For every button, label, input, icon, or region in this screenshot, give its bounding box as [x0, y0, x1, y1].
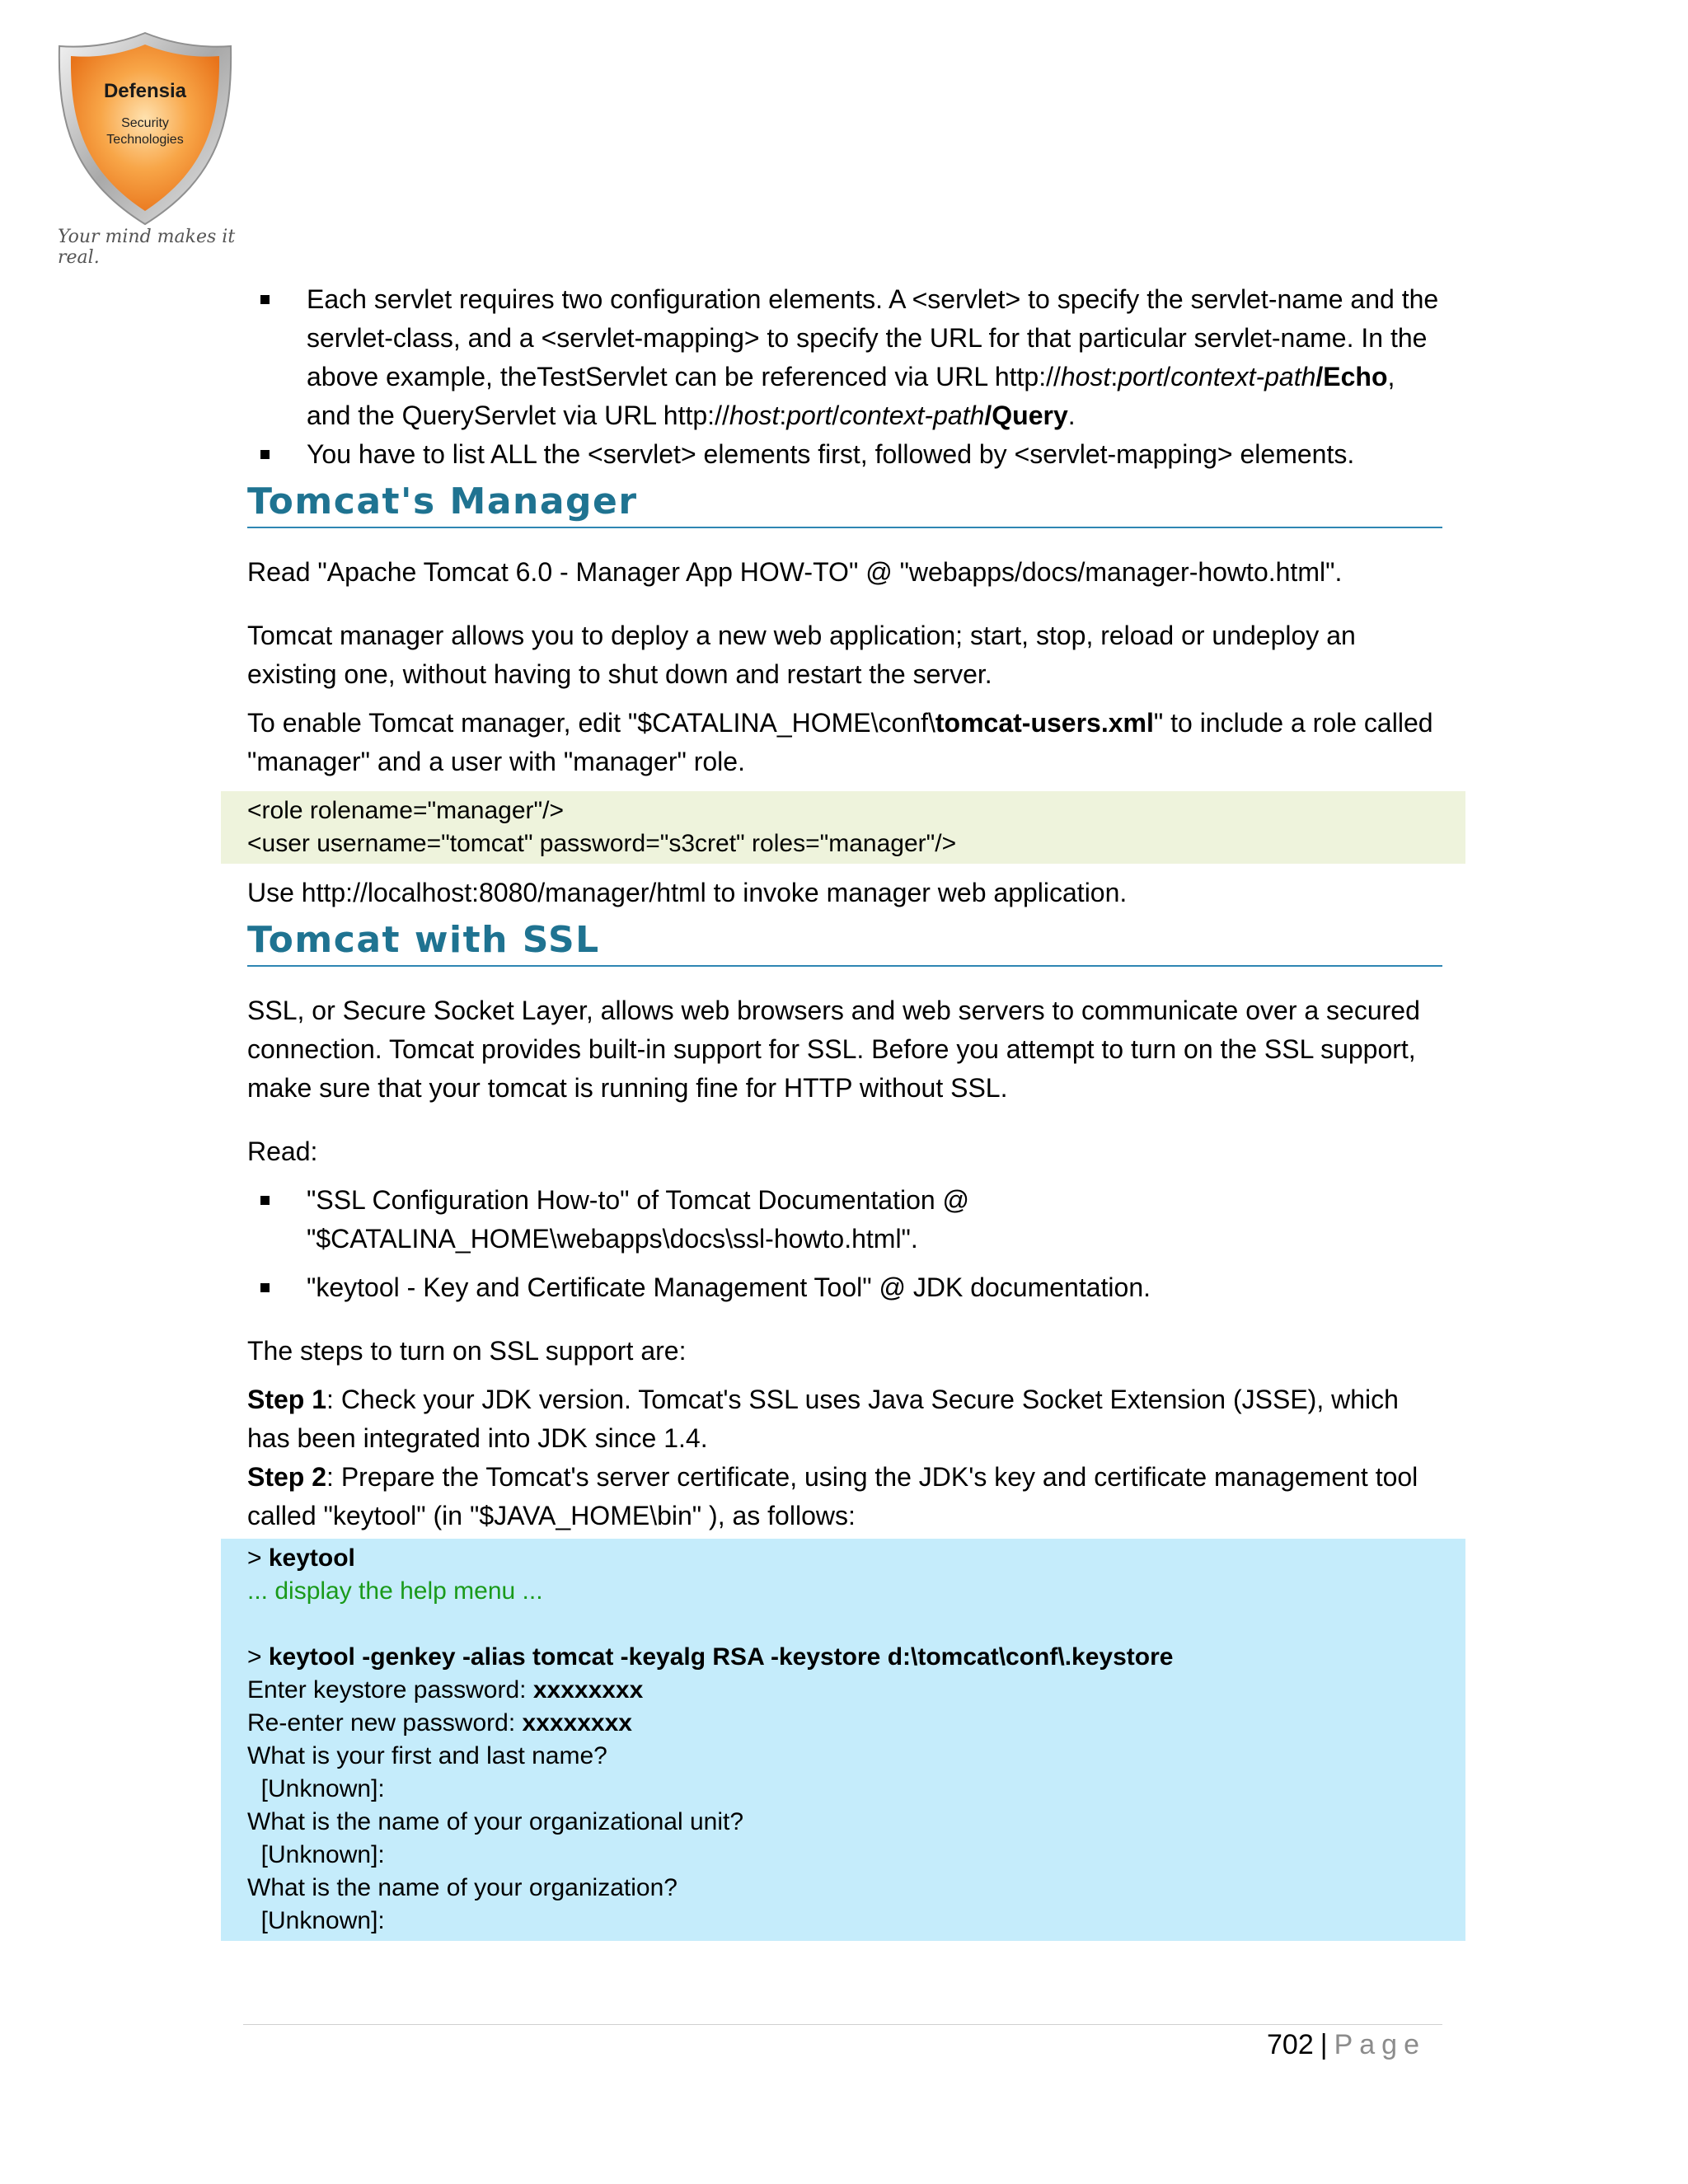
step-2-paragraph — [247, 1458, 1442, 1535]
text-run: . — [1067, 401, 1076, 430]
ssl-paragraph-1: SSL, or Secure Socket Layer, allows web browsers and web servers to communicate over a secured connection. Tomcat provides built-in support for SSL. Before you attempt to turn on the SSL support, make sure that your tomcat is running fine for HTTP without SSL. — [247, 996, 1420, 1103]
code-line — [247, 1872, 1439, 1905]
text-run: keytool — [268, 1544, 355, 1572]
manager-paragraph-2: Tomcat manager allows you to deploy a new web application; start, stop, reload or undeploy an existing one, without having to shut down and restart the server. — [247, 621, 1356, 689]
code-line: <user username="tomcat" password="s3cret" roles="manager"/> — [247, 830, 957, 857]
code-line — [247, 1608, 1439, 1641]
text-run: " to include a role called "manager" and a user with "manager" role. — [247, 708, 1433, 776]
footer-separator: | — [1320, 2029, 1328, 2060]
ssl-read-label: Read: — [247, 1137, 318, 1166]
text-run: [Unknown]: — [247, 1841, 385, 1868]
steps-intro: The steps to turn on SSL support are: — [247, 1336, 687, 1366]
section-heading-ssl: Tomcat with SSL — [247, 917, 1442, 967]
text-run: You have to list ALL the <servlet> elements first, followed by <servlet-mapping> elements. — [307, 439, 1355, 469]
manager-paragraph-1: Read "Apache Tomcat 6.0 - Manager App HOW-TO" @ "webapps/docs/manager-howto.html". — [247, 557, 1343, 587]
text-run: Re-enter new password: — [247, 1709, 523, 1736]
manager-code-block — [221, 791, 1465, 864]
text-run: , and the QueryServlet via URL http:// — [307, 362, 1395, 430]
text-run: [Unknown]: — [247, 1775, 385, 1802]
text-run: : — [779, 401, 787, 430]
code-line — [247, 1905, 1439, 1938]
code-line — [247, 1707, 1439, 1740]
text-run: Step 1 — [247, 1385, 327, 1414]
page-content — [247, 280, 1442, 1941]
text-run: Enter keystore password: — [247, 1676, 533, 1704]
text-run: host — [729, 401, 780, 430]
logo-tagline: Your mind makes it real. — [58, 227, 236, 268]
text-run: host — [1060, 362, 1111, 391]
page-label: Page — [1334, 2029, 1426, 2060]
text-run: /Echo — [1315, 362, 1388, 391]
logo-sub-line2: Technologies — [106, 133, 184, 147]
code-line — [247, 1641, 1439, 1674]
text-run: : — [1110, 362, 1118, 391]
keytool-code-block — [221, 1539, 1465, 1941]
text-run: Step 2 — [247, 1462, 327, 1492]
text-run: keytool -genkey -alias tomcat -keyalg RSA -keystore d:\tomcat\conf\.keystore — [268, 1643, 1174, 1671]
text-run: tomcat-users.xml — [935, 708, 1154, 738]
page-number: 702 — [1267, 2029, 1314, 2060]
read-bullet-item: "SSL Configuration How-to" of Tomcat Documentation @ "$CATALINA_HOME\webapps\docs\ssl-howto.html". — [247, 1181, 1442, 1258]
text-run: xxxxxxxx — [532, 1676, 644, 1704]
footer-divider — [243, 2024, 1442, 2025]
intro-bullet-item — [247, 280, 1442, 435]
code-line — [247, 1806, 1439, 1839]
text-run: : Check your JDK version. Tomcat's SSL uses Java Secure Socket Extension (JSSE), which has been integrated into JDK since 1.4. — [247, 1385, 1399, 1453]
text-run: What is your first and last name? — [247, 1742, 607, 1769]
code-line — [247, 1740, 1439, 1773]
section-heading-manager: Tomcat's Manager — [247, 479, 1442, 528]
step-1-paragraph — [247, 1380, 1442, 1458]
code-line: <role rolename="manager"/> — [247, 797, 565, 824]
text-run: > — [247, 1643, 269, 1671]
read-bullet-item: "keytool - Key and Certificate Management Tool" @ JDK documentation. — [247, 1268, 1442, 1307]
text-run: To enable Tomcat manager, edit "$CATALINA_HOME\conf\ — [247, 708, 935, 738]
intro-bullet-item — [247, 435, 1442, 474]
text-run: / — [832, 401, 840, 430]
text-run: port — [1118, 362, 1164, 391]
code-line — [247, 1542, 1439, 1575]
text-run: port — [786, 401, 832, 430]
text-run: What is the name of your organizational unit? — [247, 1808, 744, 1835]
text-run: xxxxxxxx — [522, 1709, 632, 1736]
text-run: Each servlet requires two configuration elements. A <servlet> to specify the servlet-name and the servlet-class, and a <servlet-mapping> to specify the URL for that particular servlet-name. In the above example, theTestServlet can be referenced via URL http:// — [307, 284, 1439, 391]
shield-logo-icon — [54, 30, 236, 227]
read-bullet-list — [247, 1181, 1442, 1307]
code-line — [247, 1575, 1439, 1608]
code-line — [247, 1674, 1439, 1707]
text-run: context-path — [1170, 362, 1316, 391]
code-line — [247, 1839, 1439, 1872]
text-run: > — [247, 1544, 269, 1572]
text-run: / — [1163, 362, 1171, 391]
text-run: : Prepare the Tomcat's server certificate, using the JDK's key and certificate management tool called "keytool" (in "$JAVA_HOME\bin" ), as follows: — [247, 1462, 1418, 1530]
logo-sub-line1: Security — [121, 116, 169, 130]
code-line — [247, 1773, 1439, 1806]
text-run: ... display the help menu ... — [247, 1577, 543, 1605]
defensia-logo — [54, 30, 236, 256]
text-run: context-path — [839, 401, 985, 430]
text-run: [Unknown]: — [247, 1907, 385, 1934]
manager-paragraph-3 — [247, 704, 1442, 781]
logo-brand: Defensia — [103, 80, 187, 102]
page-footer — [1220, 2029, 1426, 2061]
text-run: /Query — [984, 401, 1068, 430]
manager-paragraph-4: Use http://localhost:8080/manager/html to invoke manager web application. — [247, 878, 1128, 907]
intro-bullet-list — [247, 280, 1442, 474]
text-run: What is the name of your organization? — [247, 1874, 678, 1901]
